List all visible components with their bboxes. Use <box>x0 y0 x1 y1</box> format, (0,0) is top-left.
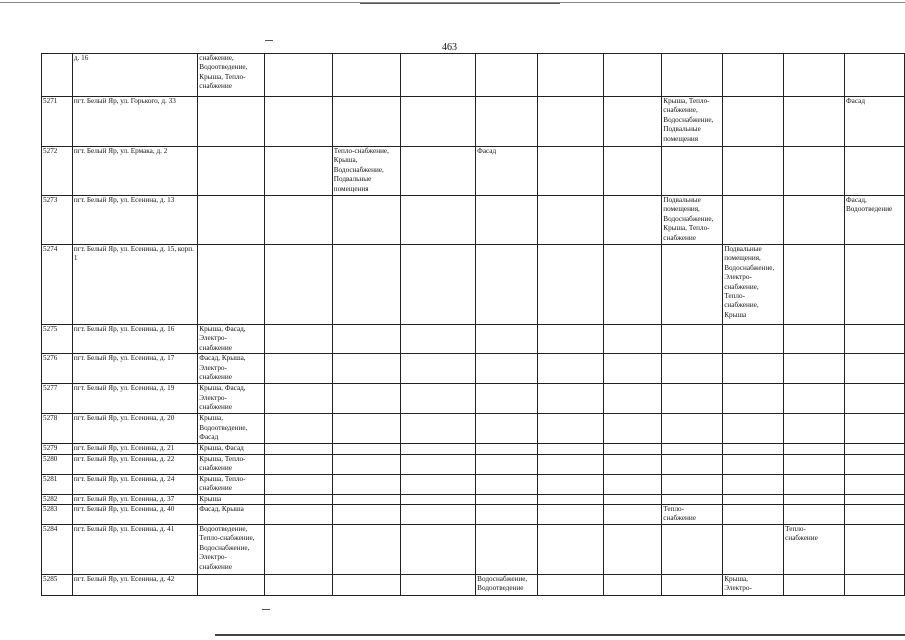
work-cell <box>603 454 662 474</box>
work-cell <box>784 505 845 525</box>
row-number: 5273 <box>42 196 73 245</box>
register-body <box>42 54 905 596</box>
work-cell <box>400 494 476 504</box>
work-cell <box>332 325 400 354</box>
work-cell <box>265 354 333 384</box>
work-cell <box>476 494 538 504</box>
work-cell <box>723 196 784 245</box>
table-row <box>42 494 905 504</box>
work-cell <box>265 97 333 147</box>
work-cell <box>662 147 723 196</box>
work-cell <box>265 196 333 245</box>
work-cell <box>538 575 604 596</box>
work-cell <box>723 384 784 414</box>
work-cell <box>400 325 476 354</box>
work-cell <box>723 97 784 147</box>
work-cell <box>400 245 476 325</box>
work-cell <box>332 575 400 596</box>
work-cell <box>603 525 662 575</box>
address-cell: пгт. Белый Яр, ул. Есенина, д. 42 <box>72 575 197 596</box>
work-cell <box>784 494 845 504</box>
table-row <box>42 575 905 596</box>
work-cell <box>400 354 476 384</box>
work-cell <box>476 97 538 147</box>
top-rule-dark <box>360 3 560 4</box>
work-cell: Водоснабжение, Водоотведение <box>476 575 538 596</box>
work-cell <box>784 414 845 444</box>
table-row <box>42 325 905 354</box>
work-cell <box>538 505 604 525</box>
work-cell <box>265 444 333 454</box>
work-cell <box>332 245 400 325</box>
work-cell <box>476 525 538 575</box>
work-cell <box>400 147 476 196</box>
work-cell <box>662 414 723 444</box>
table-row <box>42 147 905 196</box>
row-number: 5275 <box>42 325 73 354</box>
work-cell <box>538 54 604 97</box>
work-cell: Фасад, Крыша <box>198 505 265 525</box>
work-cell <box>400 97 476 147</box>
work-cell <box>845 505 905 525</box>
work-cell <box>538 354 604 384</box>
work-cell <box>332 444 400 454</box>
work-cell <box>538 196 604 245</box>
work-cell <box>400 414 476 444</box>
work-cell <box>784 354 845 384</box>
work-cell <box>603 414 662 444</box>
work-cell <box>845 325 905 354</box>
work-cell <box>784 384 845 414</box>
work-cell <box>845 474 905 494</box>
work-cell <box>662 325 723 354</box>
table-row <box>42 354 905 384</box>
address-cell: пгт. Белый Яр, ул. Есенина, д. 21 <box>72 444 197 454</box>
work-cell <box>538 525 604 575</box>
work-cell <box>784 245 845 325</box>
work-cell <box>603 474 662 494</box>
work-cell <box>845 444 905 454</box>
work-cell <box>538 97 604 147</box>
work-cell <box>265 454 333 474</box>
address-cell: пгт. Белый Яр, ул. Есенина, д. 41 <box>72 525 197 575</box>
work-cell <box>265 505 333 525</box>
work-cell <box>476 444 538 454</box>
row-number: 5271 <box>42 97 73 147</box>
work-cell <box>265 147 333 196</box>
work-cell <box>265 325 333 354</box>
row-number: 5283 <box>42 505 73 525</box>
address-cell: пгт. Белый Яр, ул. Есенина, д. 13 <box>72 196 197 245</box>
work-cell <box>845 354 905 384</box>
work-cell <box>332 54 400 97</box>
work-cell <box>400 54 476 97</box>
work-cell: Крыша, Фасад, Электро- снабжение <box>198 325 265 354</box>
work-cell <box>723 494 784 504</box>
work-cell <box>198 147 265 196</box>
table-row <box>42 384 905 414</box>
work-cell <box>662 384 723 414</box>
work-cell <box>723 325 784 354</box>
work-cell <box>845 525 905 575</box>
work-cell <box>476 354 538 384</box>
work-cell <box>784 54 845 97</box>
address-cell: пгт. Белый Яр, ул. Есенина, д. 40 <box>72 505 197 525</box>
work-cell <box>332 354 400 384</box>
work-cell <box>784 575 845 596</box>
work-cell <box>603 325 662 354</box>
work-cell <box>723 354 784 384</box>
work-cell <box>845 54 905 97</box>
address-cell: пгт. Белый Яр, ул. Есенина, д. 15, корп. 1 <box>72 245 197 325</box>
work-cell <box>723 147 784 196</box>
work-cell <box>784 97 845 147</box>
scan-mark-bottom <box>262 609 270 610</box>
row-number: 5276 <box>42 354 73 384</box>
work-cell <box>538 384 604 414</box>
work-cell <box>845 454 905 474</box>
work-cell: Крыша, Электро- <box>723 575 784 596</box>
table-row <box>42 444 905 454</box>
work-cell <box>198 97 265 147</box>
work-cell: Подвальные помещения, Водоснабжение, Электро- снабжение, Тепло- снабжение, Крыша <box>723 245 784 325</box>
work-cell <box>538 414 604 444</box>
table-row <box>42 245 905 325</box>
work-cell <box>662 494 723 504</box>
bottom-rule <box>215 634 905 636</box>
row-number: 5279 <box>42 444 73 454</box>
work-cell <box>662 444 723 454</box>
address-cell: пгт. Белый Яр, ул. Ермака, д. 2 <box>72 147 197 196</box>
address-cell: пгт. Белый Яр, ул. Есенина, д. 22 <box>72 454 197 474</box>
work-cell <box>784 147 845 196</box>
work-cell <box>476 245 538 325</box>
work-cell <box>265 414 333 444</box>
work-cell <box>265 494 333 504</box>
work-cell: Крыша, Водоотведение, Фасад <box>198 414 265 444</box>
work-cell <box>198 196 265 245</box>
work-cell <box>332 525 400 575</box>
work-cell <box>476 196 538 245</box>
row-number: 5281 <box>42 474 73 494</box>
work-cell <box>603 97 662 147</box>
address-cell: пгт. Белый Яр, ул. Есенина, д. 16 <box>72 325 197 354</box>
work-cell <box>538 245 604 325</box>
work-cell <box>723 525 784 575</box>
address-cell: пгт. Белый Яр, ул. Есенина, д. 37 <box>72 494 197 504</box>
work-cell <box>662 454 723 474</box>
row-number: 5284 <box>42 525 73 575</box>
work-cell <box>265 54 333 97</box>
table-row <box>42 196 905 245</box>
work-cell <box>784 444 845 454</box>
work-cell <box>723 414 784 444</box>
work-cell: снабжение, Водоотведение, Крыша, Тепло- снабжение <box>198 54 265 97</box>
row-number: 5274 <box>42 245 73 325</box>
row-number: 5285 <box>42 575 73 596</box>
work-cell <box>662 525 723 575</box>
address-cell: пгт. Белый Яр, ул. Есенина, д. 24 <box>72 474 197 494</box>
table-row <box>42 414 905 444</box>
work-cell <box>538 454 604 474</box>
work-cell <box>723 444 784 454</box>
work-cell <box>265 575 333 596</box>
work-cell <box>603 245 662 325</box>
work-cell <box>332 414 400 444</box>
table-row <box>42 505 905 525</box>
work-cell: Тепло-снабжение, Крыша, Водоснабжение, Подвальные помещения <box>332 147 400 196</box>
work-cell <box>476 325 538 354</box>
work-cell <box>400 196 476 245</box>
work-cell: Крыша <box>198 494 265 504</box>
work-cell <box>603 384 662 414</box>
work-cell <box>476 414 538 444</box>
work-cell: Подвальные помещения, Водоснабжение, Крыша, Тепло- снабжение <box>662 196 723 245</box>
work-cell: Крыша, Фасад <box>198 444 265 454</box>
work-cell <box>603 505 662 525</box>
work-cell <box>784 196 845 245</box>
work-cell: Водоотведение, Тепло-снабжение, Водоснабжение, Электро- снабжение <box>198 525 265 575</box>
work-cell <box>845 245 905 325</box>
work-cell <box>332 196 400 245</box>
work-cell <box>723 505 784 525</box>
work-cell <box>332 505 400 525</box>
address-cell: д. 16 <box>72 54 197 97</box>
work-cell <box>845 575 905 596</box>
work-cell <box>332 474 400 494</box>
work-cell <box>662 54 723 97</box>
work-cell <box>476 54 538 97</box>
work-cell <box>603 54 662 97</box>
work-cell <box>662 474 723 494</box>
work-cell: Тепло- снабжение <box>784 525 845 575</box>
table-row <box>42 54 905 97</box>
page-number: 463 <box>442 42 457 53</box>
work-cell <box>603 147 662 196</box>
work-cell <box>198 245 265 325</box>
address-cell: пгт. Белый Яр, ул. Есенина, д. 17 <box>72 354 197 384</box>
work-cell <box>265 384 333 414</box>
row-number: 5282 <box>42 494 73 504</box>
address-cell: пгт. Белый Яр, ул. Есенина, д. 19 <box>72 384 197 414</box>
work-cell: Фасад <box>476 147 538 196</box>
address-cell: пгт. Белый Яр, ул. Есенина, д. 20 <box>72 414 197 444</box>
scan-mark <box>265 40 273 41</box>
work-cell <box>265 245 333 325</box>
row-number: 5278 <box>42 414 73 444</box>
work-cell <box>476 474 538 494</box>
work-cell <box>845 147 905 196</box>
row-number: 5272 <box>42 147 73 196</box>
work-cell <box>603 354 662 384</box>
work-cell <box>723 454 784 474</box>
work-cell <box>538 474 604 494</box>
work-cell: Фасад, Водоотведение <box>845 196 905 245</box>
work-cell <box>723 474 784 494</box>
work-cell <box>476 454 538 474</box>
register-table <box>41 53 905 596</box>
work-cell <box>662 575 723 596</box>
work-cell <box>603 575 662 596</box>
work-cell <box>400 384 476 414</box>
work-cell <box>845 414 905 444</box>
work-cell <box>400 505 476 525</box>
row-number: 5277 <box>42 384 73 414</box>
work-cell <box>603 444 662 454</box>
work-cell: Фасад, Крыша, Электро- снабжение <box>198 354 265 384</box>
work-cell <box>603 494 662 504</box>
work-cell <box>265 474 333 494</box>
work-cell <box>538 325 604 354</box>
work-cell <box>332 97 400 147</box>
work-cell <box>538 444 604 454</box>
table-row <box>42 525 905 575</box>
table-row <box>42 97 905 147</box>
work-cell <box>332 384 400 414</box>
work-cell <box>400 474 476 494</box>
work-cell: Крыша, Тепло- снабжение <box>198 474 265 494</box>
work-cell <box>784 325 845 354</box>
work-cell: Тепло- снабжение <box>662 505 723 525</box>
work-cell: Крыша, Тепло- снабжение, Водоснабжение, Подвальные помещения <box>662 97 723 147</box>
table-row <box>42 454 905 474</box>
work-cell <box>476 505 538 525</box>
work-cell <box>784 454 845 474</box>
work-cell <box>845 384 905 414</box>
work-cell <box>198 575 265 596</box>
work-cell <box>265 525 333 575</box>
work-cell <box>400 525 476 575</box>
work-cell <box>784 474 845 494</box>
work-cell <box>662 245 723 325</box>
work-cell <box>662 354 723 384</box>
work-cell: Фасад <box>845 97 905 147</box>
work-cell <box>603 196 662 245</box>
work-cell <box>400 454 476 474</box>
row-number: 5280 <box>42 454 73 474</box>
work-cell <box>400 575 476 596</box>
work-cell <box>538 494 604 504</box>
row-number <box>42 54 73 97</box>
work-cell <box>332 494 400 504</box>
work-cell <box>845 494 905 504</box>
table-row <box>42 474 905 494</box>
work-cell: Крыша, Фасад, Электро- снабжение <box>198 384 265 414</box>
work-cell <box>476 384 538 414</box>
address-cell: пгт. Белый Яр, ул. Горького, д. 33 <box>72 97 197 147</box>
work-cell: Крыша, Тепло- снабжение <box>198 454 265 474</box>
work-cell <box>400 444 476 454</box>
work-cell <box>538 147 604 196</box>
work-cell <box>332 454 400 474</box>
work-cell <box>723 54 784 97</box>
